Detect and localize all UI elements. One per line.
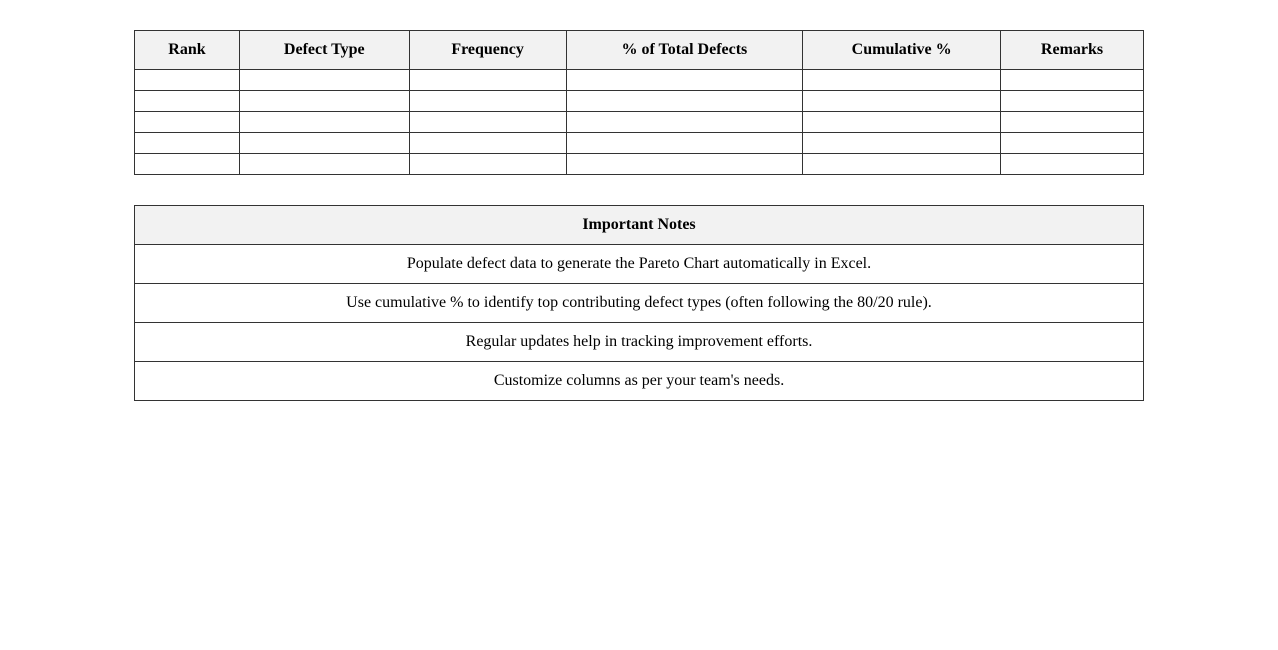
cell-percent-of-total[interactable] — [566, 91, 803, 112]
cell-cumulative-percent[interactable] — [803, 154, 1001, 175]
list-item — [135, 245, 1144, 284]
note-text: Use cumulative % to identify top contributing defect types (often following the 80/20 rule). — [135, 284, 1144, 323]
cell-remarks[interactable] — [1001, 91, 1144, 112]
table-row — [135, 70, 1144, 91]
cell-percent-of-total[interactable] — [566, 133, 803, 154]
cell-remarks[interactable] — [1001, 112, 1144, 133]
cell-defect-type[interactable] — [239, 154, 409, 175]
cell-frequency[interactable] — [409, 91, 566, 112]
note-text: Regular updates help in tracking improvement efforts. — [135, 323, 1144, 362]
column-header-rank: Rank — [135, 31, 240, 70]
cell-defect-type[interactable] — [239, 91, 409, 112]
cell-defect-type[interactable] — [239, 70, 409, 91]
cell-rank[interactable] — [135, 154, 240, 175]
cell-percent-of-total[interactable] — [566, 154, 803, 175]
column-header-cumulative-percent: Cumulative % — [803, 31, 1001, 70]
cell-cumulative-percent[interactable] — [803, 112, 1001, 133]
cell-remarks[interactable] — [1001, 154, 1144, 175]
cell-rank[interactable] — [135, 133, 240, 154]
cell-rank[interactable] — [135, 112, 240, 133]
cell-percent-of-total[interactable] — [566, 112, 803, 133]
cell-remarks[interactable] — [1001, 70, 1144, 91]
table-row — [135, 91, 1144, 112]
column-header-defect-type: Defect Type — [239, 31, 409, 70]
cell-rank[interactable] — [135, 91, 240, 112]
cell-defect-type[interactable] — [239, 112, 409, 133]
cell-cumulative-percent[interactable] — [803, 91, 1001, 112]
cell-frequency[interactable] — [409, 70, 566, 91]
table-row — [135, 133, 1144, 154]
cell-frequency[interactable] — [409, 112, 566, 133]
table-row — [135, 112, 1144, 133]
cell-frequency[interactable] — [409, 133, 566, 154]
cell-percent-of-total[interactable] — [566, 70, 803, 91]
list-item — [135, 362, 1144, 401]
notes-title: Important Notes — [135, 206, 1144, 245]
note-text: Customize columns as per your team's needs. — [135, 362, 1144, 401]
cell-cumulative-percent[interactable] — [803, 133, 1001, 154]
column-header-frequency: Frequency — [409, 31, 566, 70]
cell-cumulative-percent[interactable] — [803, 70, 1001, 91]
defect-table — [134, 30, 1144, 175]
column-header-percent-of-total: % of Total Defects — [566, 31, 803, 70]
list-item — [135, 284, 1144, 323]
cell-remarks[interactable] — [1001, 133, 1144, 154]
cell-defect-type[interactable] — [239, 133, 409, 154]
cell-frequency[interactable] — [409, 154, 566, 175]
list-item — [135, 323, 1144, 362]
table-row — [135, 154, 1144, 175]
note-text: Populate defect data to generate the Pareto Chart automatically in Excel. — [135, 245, 1144, 284]
notes-table — [134, 205, 1144, 401]
cell-rank[interactable] — [135, 70, 240, 91]
defect-table-header-row — [135, 31, 1144, 70]
column-header-remarks: Remarks — [1001, 31, 1144, 70]
notes-header-row — [135, 206, 1144, 245]
